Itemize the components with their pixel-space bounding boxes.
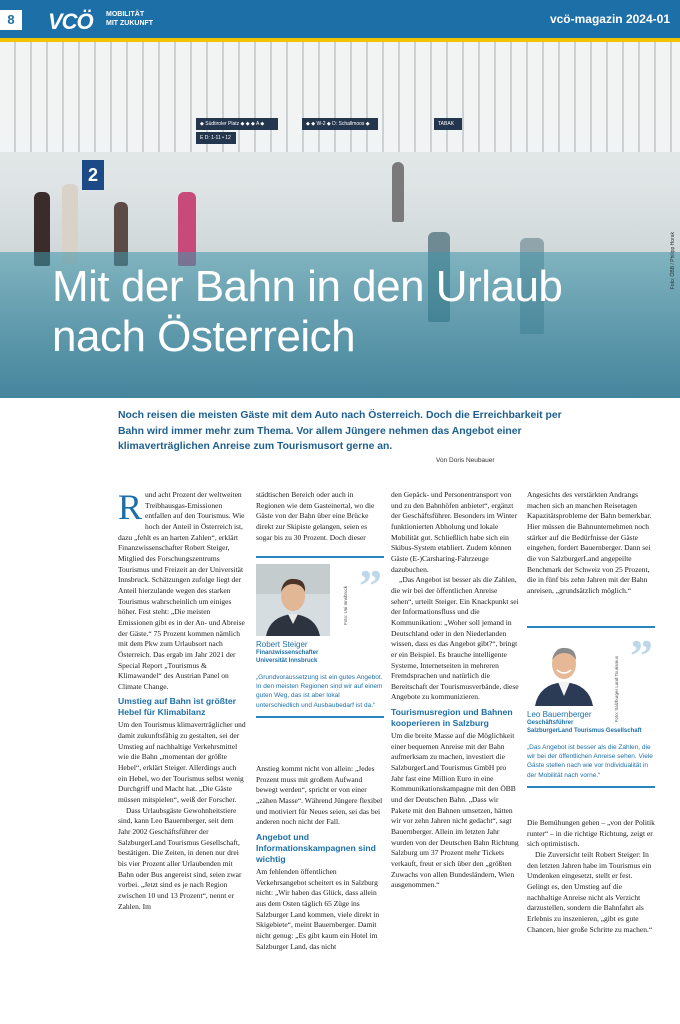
subheading: Angebot und Informationskampagnen sind wichtig — [256, 831, 376, 864]
drop-cap: R — [118, 487, 143, 527]
quote-box-steiger — [256, 556, 384, 718]
quote-affiliation: SalzburgerLand Tourismus Gesellschaft — [527, 727, 642, 734]
portrait-image — [256, 564, 330, 636]
traveler-figure — [392, 162, 404, 222]
station-sign: ◆ Südtiroler Platz ◆ ◆ ◆ A ◆ — [196, 118, 278, 130]
body-paragraph: Anstieg kommt nicht von allein: „Jedes Prozent muss mit großem Aufwand bewegt werden“, spricht er von einer „zähen Masse“. Während Jüngere flexibel und motiviert für Neues seien, sei das bei anderen noch nicht der Fall. — [256, 764, 383, 827]
column-4-continued — [527, 818, 655, 935]
body-paragraph: den Gepäck- und Personentransport von und zu den Bahnhöfen anbietet“, ergänzt der Geschäftsführer. Besonders im Winter funktionierten Abholung und lokale Mobilität gut. Schließlich habe sich ein Skibus-System etabliert. Zudem können Gäste (E-)Carsharing-Fahrzeuge dazubuchen. — [391, 490, 517, 574]
platform-number-sign: 2 — [82, 160, 104, 190]
portrait-credit: Foto: Salzburger Land Tourismus — [614, 656, 619, 723]
quote-rule-top — [527, 626, 655, 628]
quote-affiliation: Universität Innsbruck — [256, 657, 318, 664]
quote-mark-icon: ” — [359, 560, 382, 611]
logo-tagline-line1: MOBILITÄT — [106, 11, 145, 18]
column-2-continued — [256, 764, 384, 952]
body-paragraph: Um die breite Masse auf die Möglichkeit einer bequemen Anreise mit der Bahn aufmerksam zu machen, investiert die SalzburgerLand Tourismus GmbH pro Jahr fast eine Million Euro in eine Kommunikationskampagne mit den ÖBB und der Deutschen Bahn. „Dass wir Pakete mit den Bahnen umsetzen, hätten wir vor zehn Jahren nicht gedacht“, sagt Bauernberger. Allein im letzten Jahr wurden von der Deutschen Bahn Richtung Salzburg um 37 Prozent mehr Tickets verkauft, freut er sich über den „größten Zuwachs von allen Bundesländern, Wien ausgenommen.“ — [391, 731, 519, 890]
body-paragraph: Dass Urlaubsgäste Gewohnheitstiere sind, kann Leo Bauernberger, seit dem Jahr 2002 Geschäftsführer der SalzburgerLand Tourismus Gesellschaft, bestätigen. Die Zeiten, in denen nur drei bis vier Prozent aller Urlaubenden mit Bahn oder Bus angereist sind, seien zwar vorbei. „Jetzt sind es je nach Region zwischen 10 und 13 Prozent“, nennt er Zahlen. Im — [118, 805, 242, 911]
station-sign: TABAK — [434, 118, 462, 130]
quote-role: Finanzwissenschafter — [256, 649, 319, 656]
subheading: Umstieg auf Bahn ist größter Hebel für Klimabilanz — [118, 696, 236, 718]
body-paragraph: Am fehlenden öffentlichen Verkehrsangebot scheitert es in Salzburg nicht: „Wir haben das Glück, dass allein aus dem Osten täglich 65 Züge ins Salzburger Land kommen, viele direkt in Skigebiete“, meint Bauernberger. Damit nicht genug: „Es gibt kaum ein Hotel im Salzburger Land, das nicht — [256, 866, 380, 951]
station-roof — [0, 42, 680, 152]
article-headline — [52, 262, 652, 362]
issue-label: vcö-magazin 2024-01 — [549, 12, 670, 26]
body-paragraph: Um den Tourismus klimaverträglicher und damit zukunftsfähig zu gestalten, sei der Umstieg auf nachhaltige Verkehrsmittel wie die Bahn „momentan der größte Hebel“, erklärt Steiger. Allerdings auch ein Hebel, wo der Tourismus selbst wenig Durchgriff und Macht hat. „Die Gäste müssen mitspielen“, weiß der Forscher. — [118, 720, 246, 805]
quote-rule-bottom — [256, 716, 384, 718]
quote-rule-bottom — [527, 786, 655, 788]
body-paragraph: Die Bemühungen gehen – „von der Politik runter“ – in die richtige Richtung, zeigt er sich optimistisch. — [527, 818, 655, 849]
column-3 — [391, 490, 519, 891]
vco-logo: VCÖ — [48, 9, 93, 34]
quote-role: Geschäftsführer — [527, 719, 574, 726]
portrait-image — [527, 634, 601, 706]
portrait-credit: Foto: Uni Innsbruck — [343, 586, 348, 626]
page-number: 8 — [0, 10, 22, 30]
portrait-bauernberger — [527, 634, 601, 706]
column-2 — [256, 490, 384, 543]
body-paragraph: „Das Angebot ist besser als die Zahlen, die wir bei der öffentlichen Anreise sehen“, urteilt Steiger. Ein Knackpunkt sei der Informationsfluss und die Kommunikation: „Woher soll jemand in Deutschland oder in den Niederlanden wissen, dass es das Angebot gibt?“, bringt er ein Beispiel. Es brauche intelligente Systeme, Internetseiten in mehreren Fremdsprachen und natürlich die Bereitschaft der Tourismusverbände, diese Angebote zu kommunizieren. — [391, 575, 519, 702]
quote-text: „Das Angebot ist besser als die Zahlen, die wir bei der öffentlichen Anreise sehen. Viele Gäste stellen nach wie vor Individualität in der Mobilität nach vorne.“ — [527, 743, 653, 779]
body-paragraph: und acht Prozent der weltweiten Treibhausgas-Emissionen entfallen auf den Tourismus. Wie hoch der Anteil in Österreich ist, dazu „fehlt es an harten Zahlen“, erklärt Finanzwissenschafter Robert Steiger, Mitglied des Forschungszentrums Tourismus und Freizeit an der Universität Innsbruck. Schätzungen zufolge liegt der Anteil hierzulande wegen des starken Tourismus wahrscheinlich um einiges höher. Fest steht: „Die meisten Emissionen gibt es in der An- und Abreise der Gäste.“ 75 Prozent kommen nämlich mit dem Pkw zum Urlaubsort nach Österreich. Das ergab im Jahr 2021 der Special Report „Tourismus & Klimawandel“ des Austrian Panel on Climate Change. — [118, 490, 245, 691]
photo-credit: Foto: ÖBB / Philipp Horak — [670, 232, 676, 290]
body-paragraph: städtischen Bereich oder auch in Regionen wie dem Gasteinertal, wo die Gäste von der Bahn über eine Brücke direkt zur Skipiste gelangen, seien es sogar bis zu 30 Prozent. Doch dieser — [256, 490, 375, 542]
quote-rule-top — [256, 556, 384, 558]
headline-line1: Mit der Bahn in den Urlaub — [52, 262, 563, 311]
byline: Von Doris Neubauer — [436, 457, 495, 464]
quote-box-bauernberger — [527, 626, 655, 788]
body-paragraph: Die Zuversicht teilt Robert Steiger: In den letzten Jahren habe im Tourismus ein Umdenken eingesetzt, stellt er fest. Gelingt es, den Umstieg auf die nachhaltige Anreise nicht als Verzicht darzustellen, sondern die Bahnfahrt als Erlebnis zu inszenieren, „gibt es gute Chancen, hier große Schritte zu machen.“ — [527, 849, 653, 934]
body-paragraph: Angesichts des verstärkten Andrangs machen sich an manchen Reisetagen Kapazitätsprobleme der Bahn bemerkbar. Hier müssen die Bahnunternehmen noch stärker auf die Bedürfnisse der Gäste eingehen, fordert Bauernberger. Dann sei die von SalzburgerLand angepeilte Benchmark der Schweiz von 25 Prozent, die in fünf bis zehn Jahren mit der Bahn anreisen, „grundsätzlich möglich.“ — [527, 490, 652, 595]
quote-name: Leo Bauernberger — [527, 709, 592, 719]
logo-tagline-line2: MIT ZUKUNFT — [106, 20, 154, 27]
column-1 — [118, 487, 246, 912]
logo-tagline — [106, 10, 153, 28]
station-sign: E D: 1-11 • 12 — [196, 132, 236, 144]
article-lead: Noch reisen die meisten Gäste mit dem Auto nach Österreich. Doch die Erreichbarkeit per Bahn wird immer mehr zum Thema. Vor allem Jüngere nehmen das Angebot einer klimaverträglichen Anreise zum Tourismusort gerne an. — [118, 410, 562, 452]
subheading: Tourismusregion und Bahnen kooperieren in Salzburg — [391, 707, 513, 729]
quote-text: „Grundvoraussetzung ist ein gutes Angebot. In den meisten Regionen sind wir auf einem guten Weg, das ist aber lokal unterschiedlich und Ausbaubedarf ist da.“ — [256, 673, 383, 709]
column-4 — [527, 490, 655, 597]
portrait-steiger — [256, 564, 330, 636]
headline-line2: nach Österreich — [52, 312, 356, 361]
station-sign: ◆ ◆ W-2 ◆ D: Schallmoos ◆ — [302, 118, 378, 130]
quote-name: Robert Steiger — [256, 639, 308, 649]
quote-mark-icon: ” — [630, 630, 653, 681]
